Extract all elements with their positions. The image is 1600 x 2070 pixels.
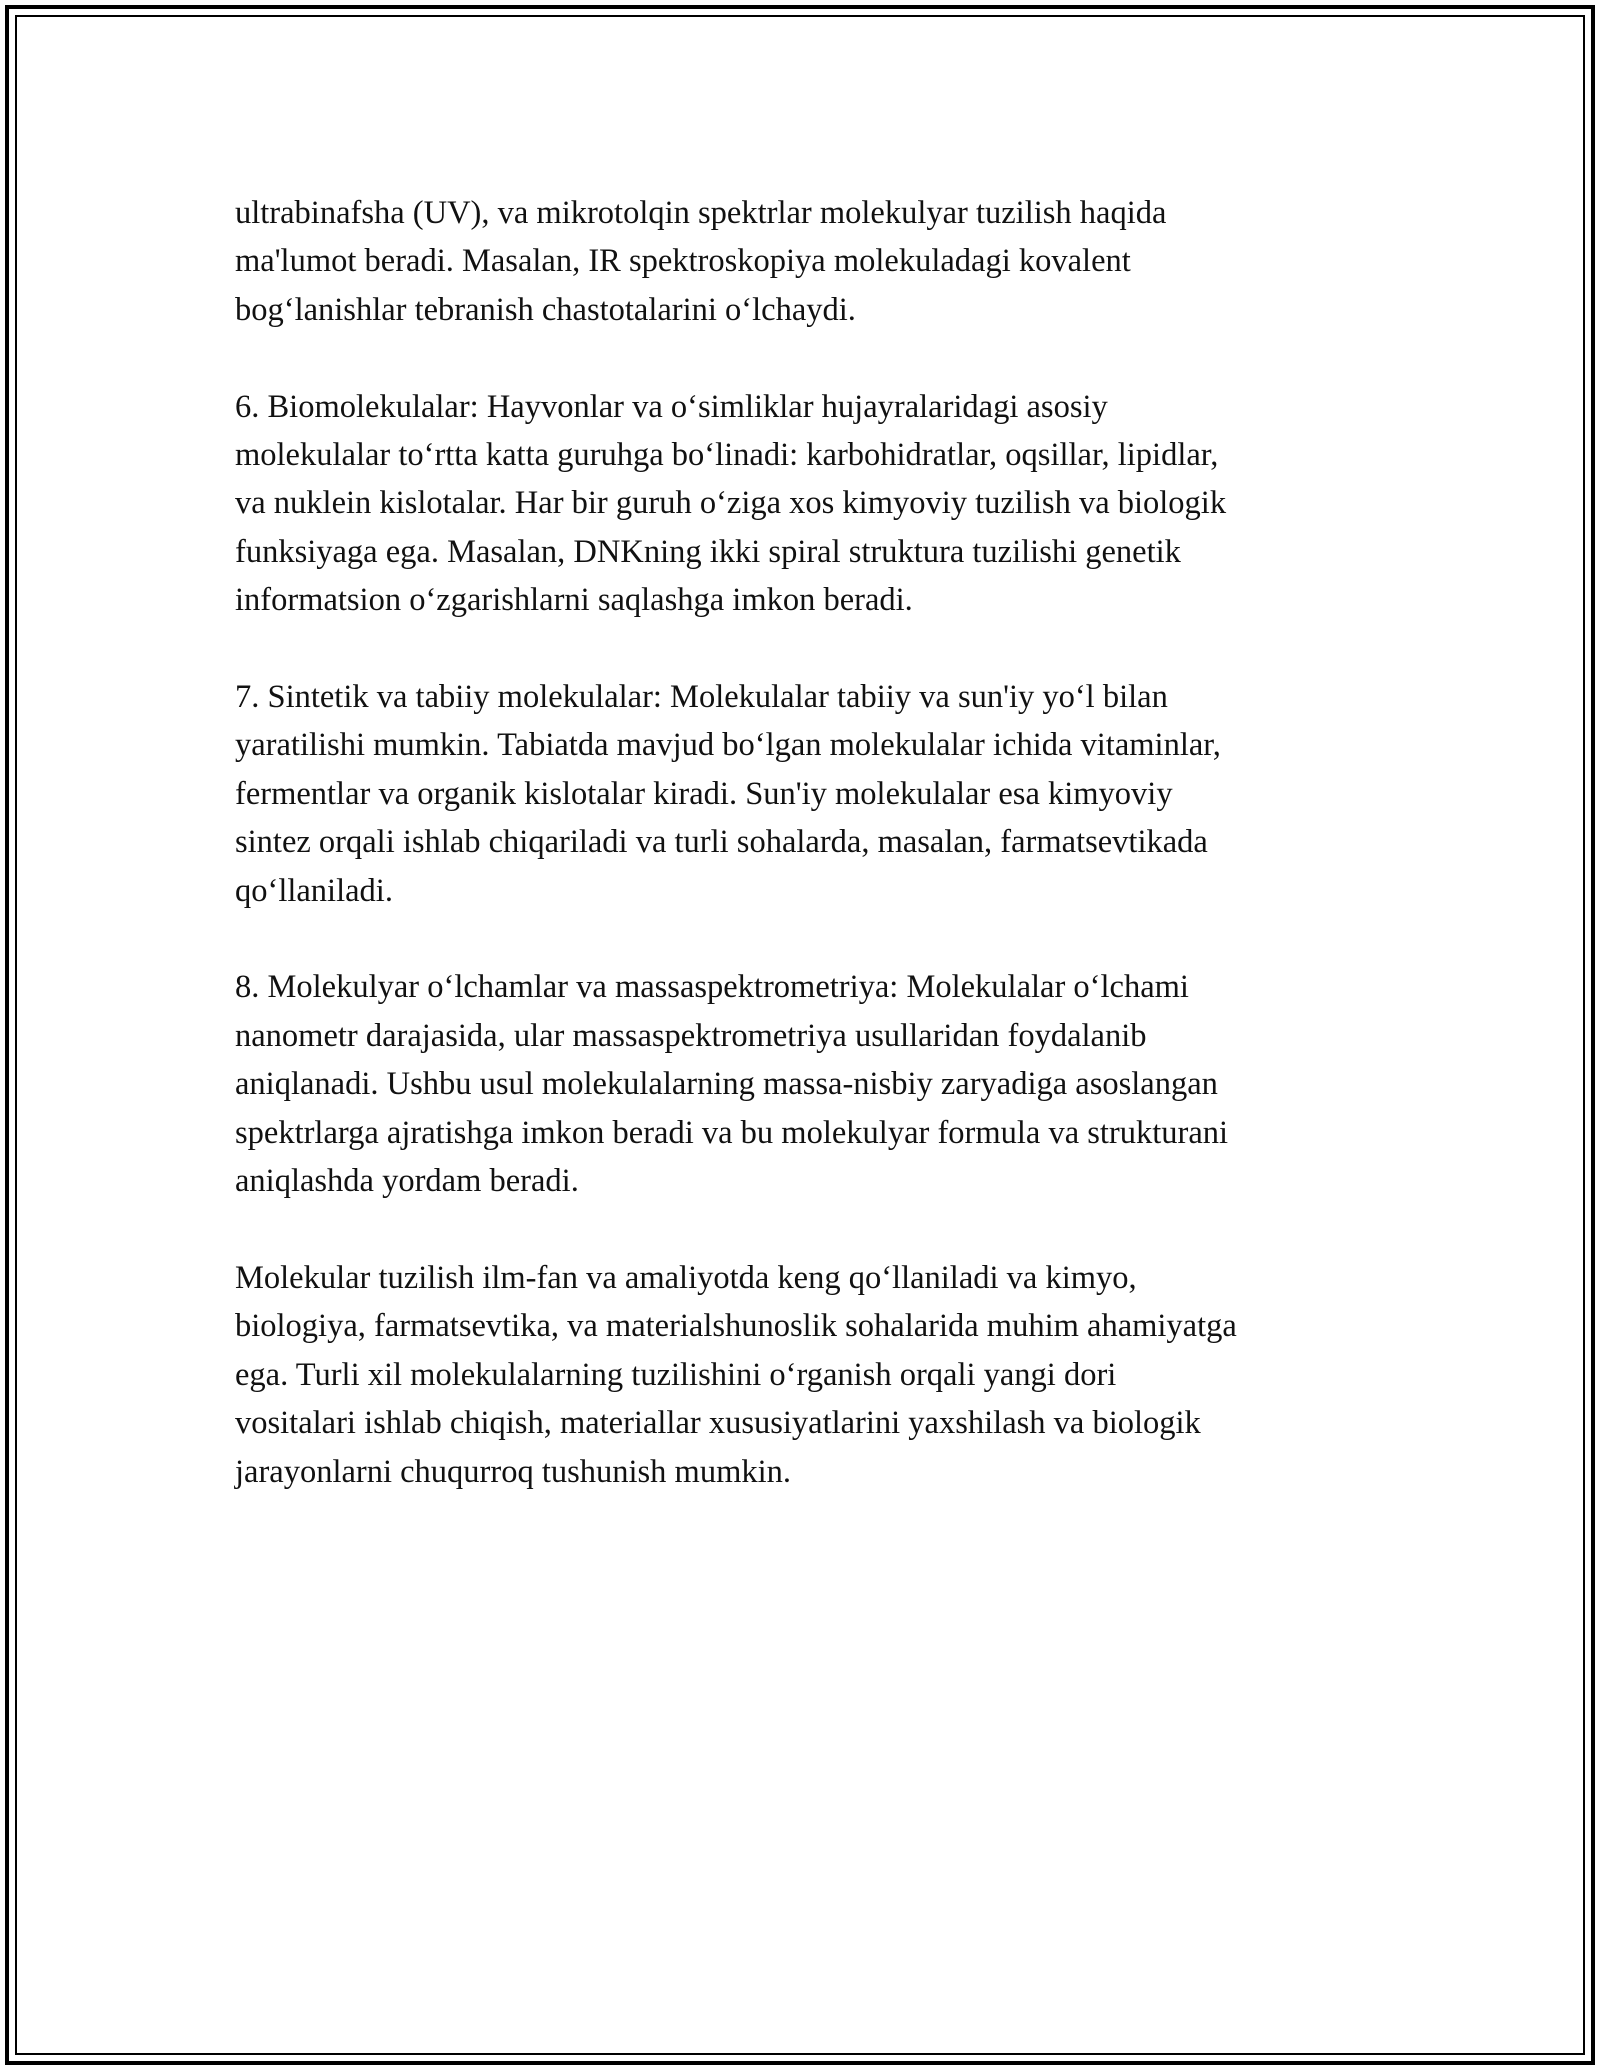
text-line: va nuklein kislotalar. Har bir guruh o‘ziga xos kimyoviy tuzilish va biologik xyxy=(235,485,1227,522)
document-body xyxy=(235,189,1395,1496)
paragraph-synthetic-natural xyxy=(235,673,1395,915)
paragraph-spectroscopy xyxy=(235,189,1395,334)
text-line: aniqlanadi. Ushbu usul molekulalarning massa-nisbiy zaryadiga asoslangan xyxy=(235,1066,1218,1103)
text-line: 7. Sintetik va tabiiy molekulalar: Molekulalar tabiiy va sun'iy yo‘l bilan xyxy=(235,679,1168,716)
text-line: bog‘lanishlar tebranish chastotalarini o‘lchaydi. xyxy=(235,291,856,328)
text-line: ultrabinafsha (UV), va mikrotolqin spektrlar molekulyar tuzilish haqida xyxy=(235,195,1167,231)
text-line: nanometr darajasida, ular massaspektrometriya usullaridan foydalanib xyxy=(235,1017,1147,1054)
text-line: yaratilishi mumkin. Tabiatda mavjud bo‘lgan molekulalar ichida vitaminlar, xyxy=(235,727,1221,764)
text-line: molekulalar to‘rtta katta guruhga bo‘linadi: karbohidratlar, oqsillar, lipidlar, xyxy=(235,437,1219,474)
text-line: informatsion o‘zgarishlarni saqlashga imkon beradi. xyxy=(235,582,913,619)
text-line: aniqlashda yordam beradi. xyxy=(235,1163,579,1200)
text-line: sintez orqali ishlab chiqariladi va turli sohalarda, masalan, farmatsevtikada xyxy=(235,824,1208,861)
text-line: spektrlarga ajratishga imkon beradi va bu molekulyar formula va strukturani xyxy=(235,1114,1229,1151)
text-line: jarayonlarni chuqurroq tushunish mumkin. xyxy=(235,1453,792,1490)
text-line: 6. Biomolekulalar: Hayvonlar va o‘simliklar hujayralaridagi asosiy xyxy=(235,388,1108,425)
text-line: qo‘llaniladi. xyxy=(235,872,393,909)
paragraph-biomolecules xyxy=(235,383,1395,625)
paragraph-conclusion xyxy=(235,1254,1395,1496)
text-line: funksiyaga ega. Masalan, DNKning ikki spiral struktura tuzilishi genetik xyxy=(235,533,1181,570)
text-line: biologiya, farmatsevtika, va materialshunoslik sohalarida muhim ahamiyatga xyxy=(235,1308,1237,1345)
text-line: ma'lumot beradi. Masalan, IR spektroskopiya molekuladagi kovalent xyxy=(235,243,1131,280)
text-line: fermentlar va organik kislotalar kiradi. Sun'iy molekulalar esa kimyoviy xyxy=(235,775,1173,812)
text-line: 8. Molekulyar o‘lchamlar va massaspektrometriya: Molekulalar o‘lchami xyxy=(235,969,1189,1006)
text-line: Molekular tuzilish ilm-fan va amaliyotda keng qo‘llaniladi va kimyo, xyxy=(235,1259,1137,1296)
text-line: vositalari ishlab chiqish, materiallar xususiyatlarini yaxshilash va biologik xyxy=(235,1405,1201,1442)
text-line: ega. Turli xil molekulalarning tuzilishini o‘rganish orqali yangi dori xyxy=(235,1356,1117,1393)
paragraph-mass-spectrometry xyxy=(235,963,1395,1205)
